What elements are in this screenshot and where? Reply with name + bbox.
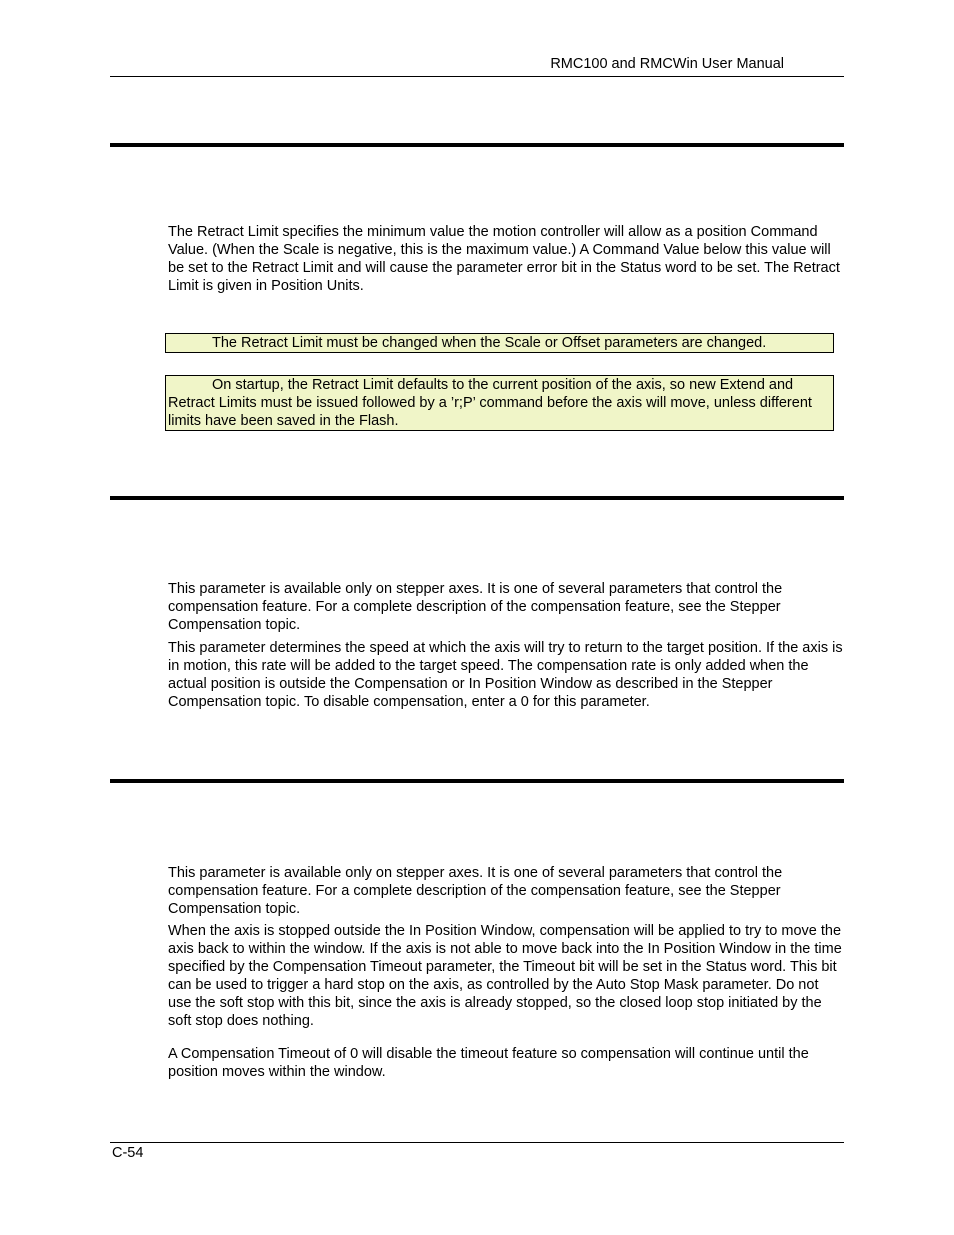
footer-rule (110, 1142, 844, 1143)
page-number: C-54 (112, 1145, 144, 1161)
compensation-timeout-para-1: This parameter is available only on stepper axes. It is one of several parameters that control the compensation feature. For a complete description of the compensation feature, see the Stepper Compensation topic. (168, 865, 783, 917)
section-divider-compensation-rate (110, 496, 844, 500)
compensation-rate-para-2: This parameter determines the speed at which the axis will try to return to the target position. If the axis is in motion, this rate will be added to the target speed. The compensation rate is only added when the actual position is outside the Compensation or In Position Window as described in the Stepper Compensation topic. To disable compensation, enter a 0 for this parameter. (168, 640, 843, 710)
note-text: On startup, the Retract Limit defaults to the current position of the axis, so new Extend and Retract Limits must be issued followed by a ’r;P’ command before the axis will move, unless different limits have been saved in the Flash. (168, 377, 812, 429)
section-divider-retract-limit (110, 143, 844, 147)
header-rule (110, 76, 844, 77)
retract-limit-note-scale-offset (165, 333, 834, 353)
compensation-rate-para-1: This parameter is available only on stepper axes. It is one of several parameters that control the compensation feature. For a complete description of the compensation feature, see the Stepper Compensation topic. (168, 581, 783, 633)
compensation-timeout-para-2: When the axis is stopped outside the In Position Window, compensation will be applied to try to move the axis back to within the window. If the axis is not able to move back into the In Position Window in the time specified by the Compensation Timeout parameter, the Timeout bit will be set in the Status word. This bit can be used to trigger a hard stop on the axis, as controlled by the Auto Stop Mask parameter. Do not use the soft stop with this bit, since the axis is already stopped, so the closed loop stop initiated by the soft stop does nothing. (168, 923, 842, 1029)
retract-limit-description: The Retract Limit specifies the minimum value the motion controller will allow as a position Command Value. (When the Scale is negative, this is the maximum value.) A Command Value below this value will be set to the Retract Limit and will cause the parameter error bit in the Status word to be set. The Retract Limit is given in Position Units. (168, 224, 840, 294)
section-divider-compensation-timeout (110, 779, 844, 783)
note-text: The Retract Limit must be changed when the Scale or Offset parameters are changed. (212, 335, 767, 351)
header-title: RMC100 and RMCWin User Manual (550, 56, 784, 72)
compensation-timeout-para-3: A Compensation Timeout of 0 will disable the timeout feature so compensation will continue until the position moves within the window. (168, 1046, 809, 1080)
retract-limit-note-startup (165, 375, 834, 431)
